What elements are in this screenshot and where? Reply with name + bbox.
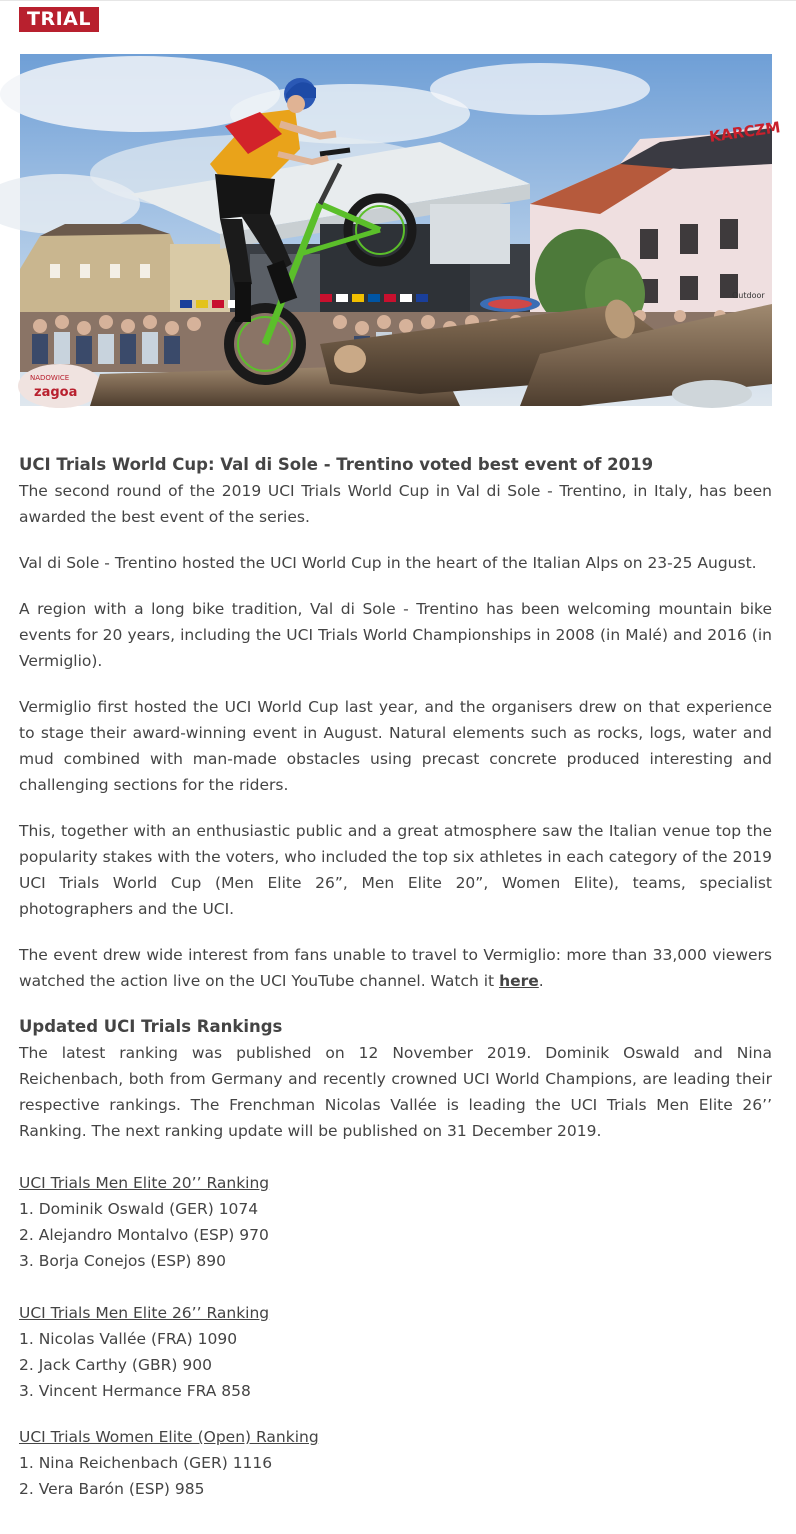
youtube-here-link[interactable]: here	[499, 972, 539, 990]
ranking-title[interactable]: UCI Trials Men Elite 20’’ Ranking	[19, 1174, 270, 1192]
hero-photo	[20, 54, 782, 406]
paragraph-6-text: The event drew wide interest from fans unable to travel to Vermiglio: more than 33,000 viewers watched the action live on the UCI YouTube channel. Watch it	[19, 946, 772, 990]
ranking-men-elite-26	[19, 1300, 772, 1404]
article-paragraph-1: The second round of the 2019 UCI Trials World Cup in Val di Sole - Trentino, in Italy, has been awarded the best event of the series.	[19, 482, 772, 526]
ranking-entry: 1. Dominik Oswald (GER) 1074	[19, 1200, 259, 1218]
article-paragraph-3: A region with a long bike tradition, Val di Sole - Trentino has been welcoming mountain bike events for 20 years, including the UCI Trials World Championships in 2008 (in Malé) and 2016 (in Vermiglio).	[19, 600, 772, 670]
ranking-list	[19, 1196, 772, 1274]
ranking-entry: 2. Jack Carthy (GBR) 900	[19, 1356, 212, 1374]
article-paragraph-5: This, together with an enthusiastic public and a great atmosphere saw the Italian venue top the popularity stakes with the voters, who included the top six athletes in each category of the 2019 UCI Trials World Cup (Men Elite 26”, Men Elite 20”, Women Elite), teams, specialist photographers and the UCI.	[19, 822, 772, 918]
ranking-entry: 1. Nina Reichenbach (GER) 1116	[19, 1454, 273, 1472]
ranking-entry: 1. Nicolas Vallée (FRA) 1090	[19, 1330, 238, 1348]
category-badge[interactable]: TRIAL	[19, 7, 99, 32]
article-title: UCI Trials World Cup: Val di Sole - Trentino voted best event of 2019	[19, 455, 654, 474]
ranking-title[interactable]: UCI Trials Men Elite 26’’ Ranking	[19, 1304, 270, 1322]
ranking-women-elite	[19, 1424, 772, 1502]
ranking-entry: 3. Vincent Hermance FRA 858	[19, 1382, 251, 1400]
ranking-men-elite-20	[19, 1170, 772, 1274]
ranking-entry: 2. Vera Barón (ESP) 985	[19, 1480, 205, 1498]
shop-sign-text: Outdoor	[732, 291, 765, 300]
paragraph-6-end: .	[538, 972, 544, 990]
building-sign-text: KARCZM	[708, 118, 782, 146]
ranking-list	[19, 1450, 772, 1502]
article-paragraph-2: Val di Sole - Trentino hosted the UCI World Cup in the heart of the Italian Alps on 23-25 August.	[19, 554, 757, 572]
ranking-list	[19, 1326, 772, 1404]
article-paragraph-6	[19, 942, 772, 994]
article-paragraph-4: Vermiglio first hosted the UCI World Cup last year, and the organisers drew on that experience to stage their award-winning event in August. Natural elements such as rocks, logs, water and mud combined with man-made obstacles using precast concrete produced interesting and challenging sections for the riders.	[19, 698, 772, 794]
rankings-section-title: Updated UCI Trials Rankings	[19, 1017, 283, 1036]
top-divider	[0, 0, 796, 1]
rankings-intro: The latest ranking was published on 12 November 2019. Dominik Oswald and Nina Reichenbach, both from Germany and recently crowned UCI World Champions, are leading their respective rankings. The Frenchman Nicolas Vallée is leading the UCI Trials Men Elite 26’’ Ranking. The next ranking update will be published on 31 December 2019.	[19, 1044, 772, 1140]
ranking-entry: 2. Alejandro Montalvo (ESP) 970	[19, 1226, 269, 1244]
article-body	[19, 452, 772, 1522]
ranking-entry: 3. Borja Conejos (ESP) 890	[19, 1252, 226, 1270]
ranking-title[interactable]: UCI Trials Women Elite (Open) Ranking	[19, 1428, 319, 1446]
banner-text-top: NADOWICE	[30, 374, 70, 382]
banner-text-bottom: zagoa	[34, 385, 78, 400]
